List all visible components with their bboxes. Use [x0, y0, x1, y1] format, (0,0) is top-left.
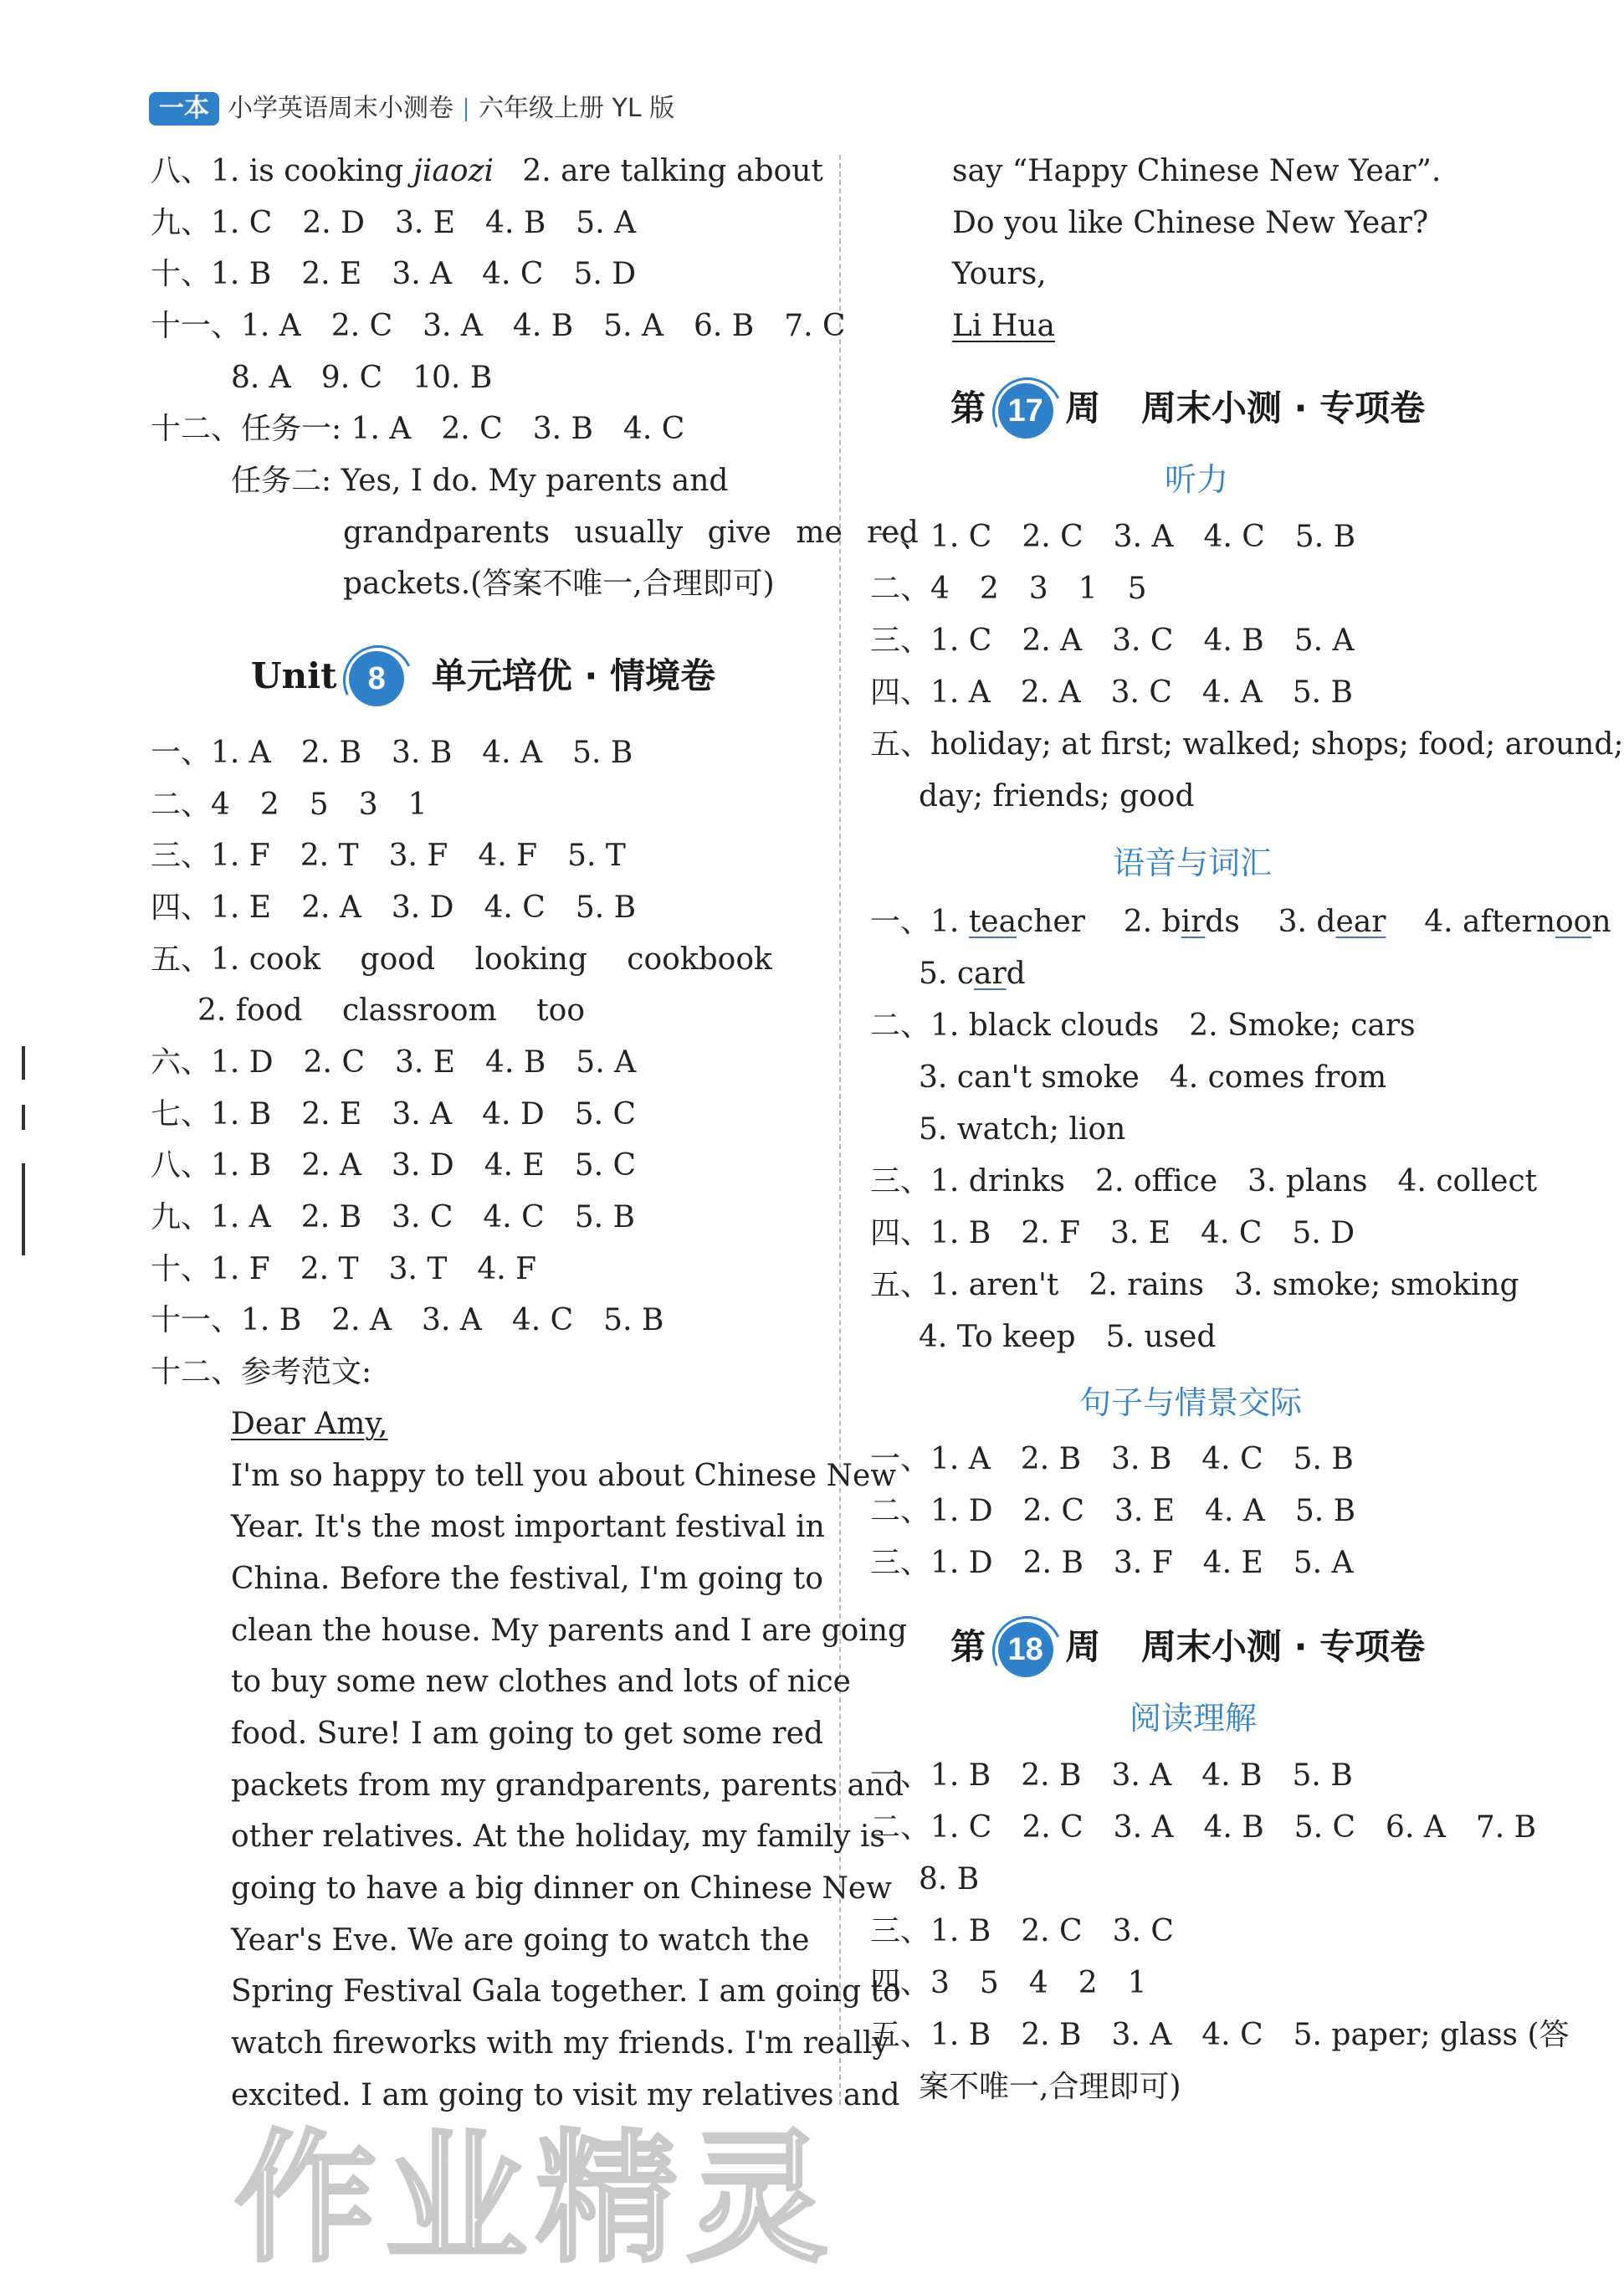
answer-line: 一、1. A 2. B 3. B 4. A 5. B — [151, 736, 633, 770]
answer-line: 5. card — [919, 957, 1026, 991]
unit-title: 单元培优 · 情境卷 — [431, 655, 715, 696]
answer-line: 十、1. B 2. E 3. A 4. C 5. D — [151, 257, 637, 291]
answer-line: 十一、1. B 2. A 3. A 4. C 5. B — [151, 1303, 664, 1337]
column-divider — [839, 155, 841, 2105]
answer-line: 九、1. C 2. D 3. E 4. B 5. A — [151, 206, 637, 240]
answer-line: 十、1. F 2. T 3. T 4. F — [151, 1252, 537, 1286]
answer-line: 二、1. black clouds 2. Smoke; cars — [870, 1008, 1416, 1043]
letter-line: I'm so happy to tell you about Chinese New — [231, 1459, 897, 1493]
answer-line: 四、3 5 4 2 1 — [870, 1966, 1147, 2000]
letter-line: watch fireworks with my friends. I'm really — [231, 2026, 889, 2061]
answer-line: 十二、参考范文: — [151, 1355, 372, 1389]
letter-line: packets from my grandparents, parents and — [231, 1768, 904, 1803]
week-number-badge: 17 — [998, 383, 1053, 439]
answer-line: 五、1. B 2. B 3. A 4. C 5. paper; glass (答 — [870, 2018, 1570, 2052]
letter-line: clean the house. My parents and I are going — [231, 1614, 908, 1648]
answer-line: 三、1. F 2. T 3. F 4. F 5. T — [151, 839, 626, 873]
answer-line: 二、4 2 3 1 5 — [870, 572, 1147, 606]
letter-line: Year's Eve. We are going to watch the — [231, 1923, 810, 1958]
underlined-sound: ir — [1181, 905, 1206, 939]
series-name: 小学英语周末小测卷 — [228, 94, 453, 123]
answer-line: 4. To keep 5. used — [919, 1320, 1217, 1354]
answer-line: 三、1. B 2. C 3. C — [870, 1914, 1174, 1948]
listening-title: 听力 — [1165, 461, 1229, 498]
answer-line: 案不唯一,合理即可) — [919, 2070, 1181, 2104]
answer-line: 八、1. is cooking jiaozi 2. are talking about — [151, 154, 823, 188]
answer-line: day; friends; good — [919, 779, 1195, 813]
answer-line: 八、1. B 2. A 3. D 4. E 5. C — [151, 1148, 637, 1183]
binding-mark — [22, 1046, 25, 1080]
answer-line: 三、1. D 2. B 3. F 4. E 5. A — [870, 1546, 1354, 1580]
answer-line: 3. can't smoke 4. comes from — [919, 1060, 1387, 1095]
answer-line: grandparents usually give me red — [343, 516, 919, 550]
italic-word: jiaozi — [412, 154, 494, 188]
answer-line: 十二、任务一: 1. A 2. C 3. B 4. C — [151, 412, 685, 446]
answer-line: 8. A 9. C 10. B — [231, 361, 493, 395]
letter-line: excited. I am going to visit my relatives and — [231, 2078, 900, 2112]
answer-line: 任务二: Yes, I do. My parents and — [231, 464, 729, 498]
answer-line: 七、1. B 2. E 3. A 4. D 5. C — [151, 1097, 637, 1132]
underlined-sound: ar — [973, 957, 1007, 991]
answer-line: 二、1. C 2. C 3. A 4. B 5. C 6. A 7. B — [870, 1810, 1537, 1845]
phonics-title: 语音与词汇 — [1113, 844, 1273, 881]
answer-line: 十一、1. A 2. C 3. A 4. B 5. A 6. B 7. C — [151, 309, 846, 343]
grade-edition: 六年级上册 YL 版 — [479, 94, 675, 123]
binding-mark — [22, 1163, 25, 1255]
letter-line: Spring Festival Gala together. I am going to — [231, 1974, 901, 2009]
underlined-sound: oo — [1555, 905, 1592, 939]
letter-signature: Li Hua — [952, 309, 1055, 343]
answer-line: 8. B — [919, 1862, 980, 1896]
letter-line: Do you like Chinese New Year? — [952, 206, 1429, 240]
unit-number-badge: 8 — [349, 651, 404, 706]
answer-line: 一、1. B 2. B 3. A 4. B 5. B — [870, 1758, 1353, 1793]
answer-line: 三、1. C 2. A 3. C 4. B 5. A — [870, 624, 1355, 658]
letter-line: food. Sure! I am going to get some red — [231, 1717, 823, 1751]
answer-line: 六、1. D 2. C 3. E 4. B 5. A — [151, 1045, 637, 1080]
week-title: 周末小测 · 专项卷 — [1140, 1626, 1426, 1667]
letter-line: other relatives. At the holiday, my family is — [231, 1819, 885, 1854]
answer-line: 一、1. teacher 2. birds 3. dear 4. afternoon — [870, 905, 1611, 939]
header-title — [228, 92, 674, 126]
unit-word: Unit — [251, 655, 337, 696]
header-separator — [465, 98, 467, 121]
answer-line: 一、1. A 2. B 3. B 4. C 5. B — [870, 1442, 1354, 1476]
answer-line: packets.(答案不唯一,合理即可) — [343, 567, 775, 601]
letter-line: say “Happy Chinese New Year”. — [952, 154, 1442, 188]
week17-heading: 第 17 周 周末小测 · 专项卷 — [950, 381, 1425, 439]
answer-line: 五、1. aren't 2. rains 3. smoke; smoking — [870, 1268, 1519, 1302]
week18-heading: 第 18 周 周末小测 · 专项卷 — [950, 1619, 1425, 1677]
answer-line: 五、holiday; at first; walked; shops; food; around; — [870, 727, 1624, 762]
answer-line: 四、1. B 2. F 3. E 4. C 5. D — [870, 1216, 1355, 1250]
letter-line: to buy some new clothes and lots of nice — [231, 1665, 851, 1699]
unit-heading — [251, 649, 715, 706]
watermark: 作业精灵 — [234, 2117, 838, 2282]
answer-line: 二、4 2 5 3 1 — [151, 788, 428, 822]
week-title: 周末小测 · 专项卷 — [1140, 387, 1426, 429]
answer-line: 二、1. D 2. C 3. E 4. A 5. B — [870, 1494, 1356, 1528]
letter-greeting: Dear Amy, — [231, 1407, 388, 1441]
letter-closing: Yours, — [952, 257, 1047, 291]
answer-line: 5. watch; lion — [919, 1112, 1126, 1147]
answer-line: 四、1. A 2. A 3. C 4. A 5. B — [870, 675, 1353, 710]
answer-line: 五、1. cook good looking cookbook — [151, 942, 772, 977]
answer-line: 九、1. A 2. B 3. C 4. C 5. B — [151, 1200, 635, 1234]
binding-mark — [22, 1105, 25, 1130]
sentences-title: 句子与情景交际 — [1079, 1384, 1303, 1421]
answer-line: 2. food classroom too — [197, 993, 585, 1028]
brand-logo: 一本 — [149, 92, 219, 126]
letter-line: going to have a big dinner on Chinese New — [231, 1871, 892, 1906]
answer-line: 四、1. E 2. A 3. D 4. C 5. B — [151, 890, 637, 925]
week-number-badge: 18 — [998, 1622, 1053, 1677]
answer-line: 一、1. C 2. C 3. A 4. C 5. B — [870, 520, 1356, 554]
answer-line: 三、1. drinks 2. office 3. plans 4. collect — [870, 1164, 1538, 1198]
letter-line: Year. It's the most important festival in — [231, 1510, 825, 1544]
underlined-sound: tea — [968, 905, 1017, 939]
underlined-sound: ear — [1335, 905, 1386, 939]
letter-line: China. Before the festival, I'm going to — [231, 1562, 823, 1596]
reading-title: 阅读理解 — [1130, 1700, 1258, 1737]
